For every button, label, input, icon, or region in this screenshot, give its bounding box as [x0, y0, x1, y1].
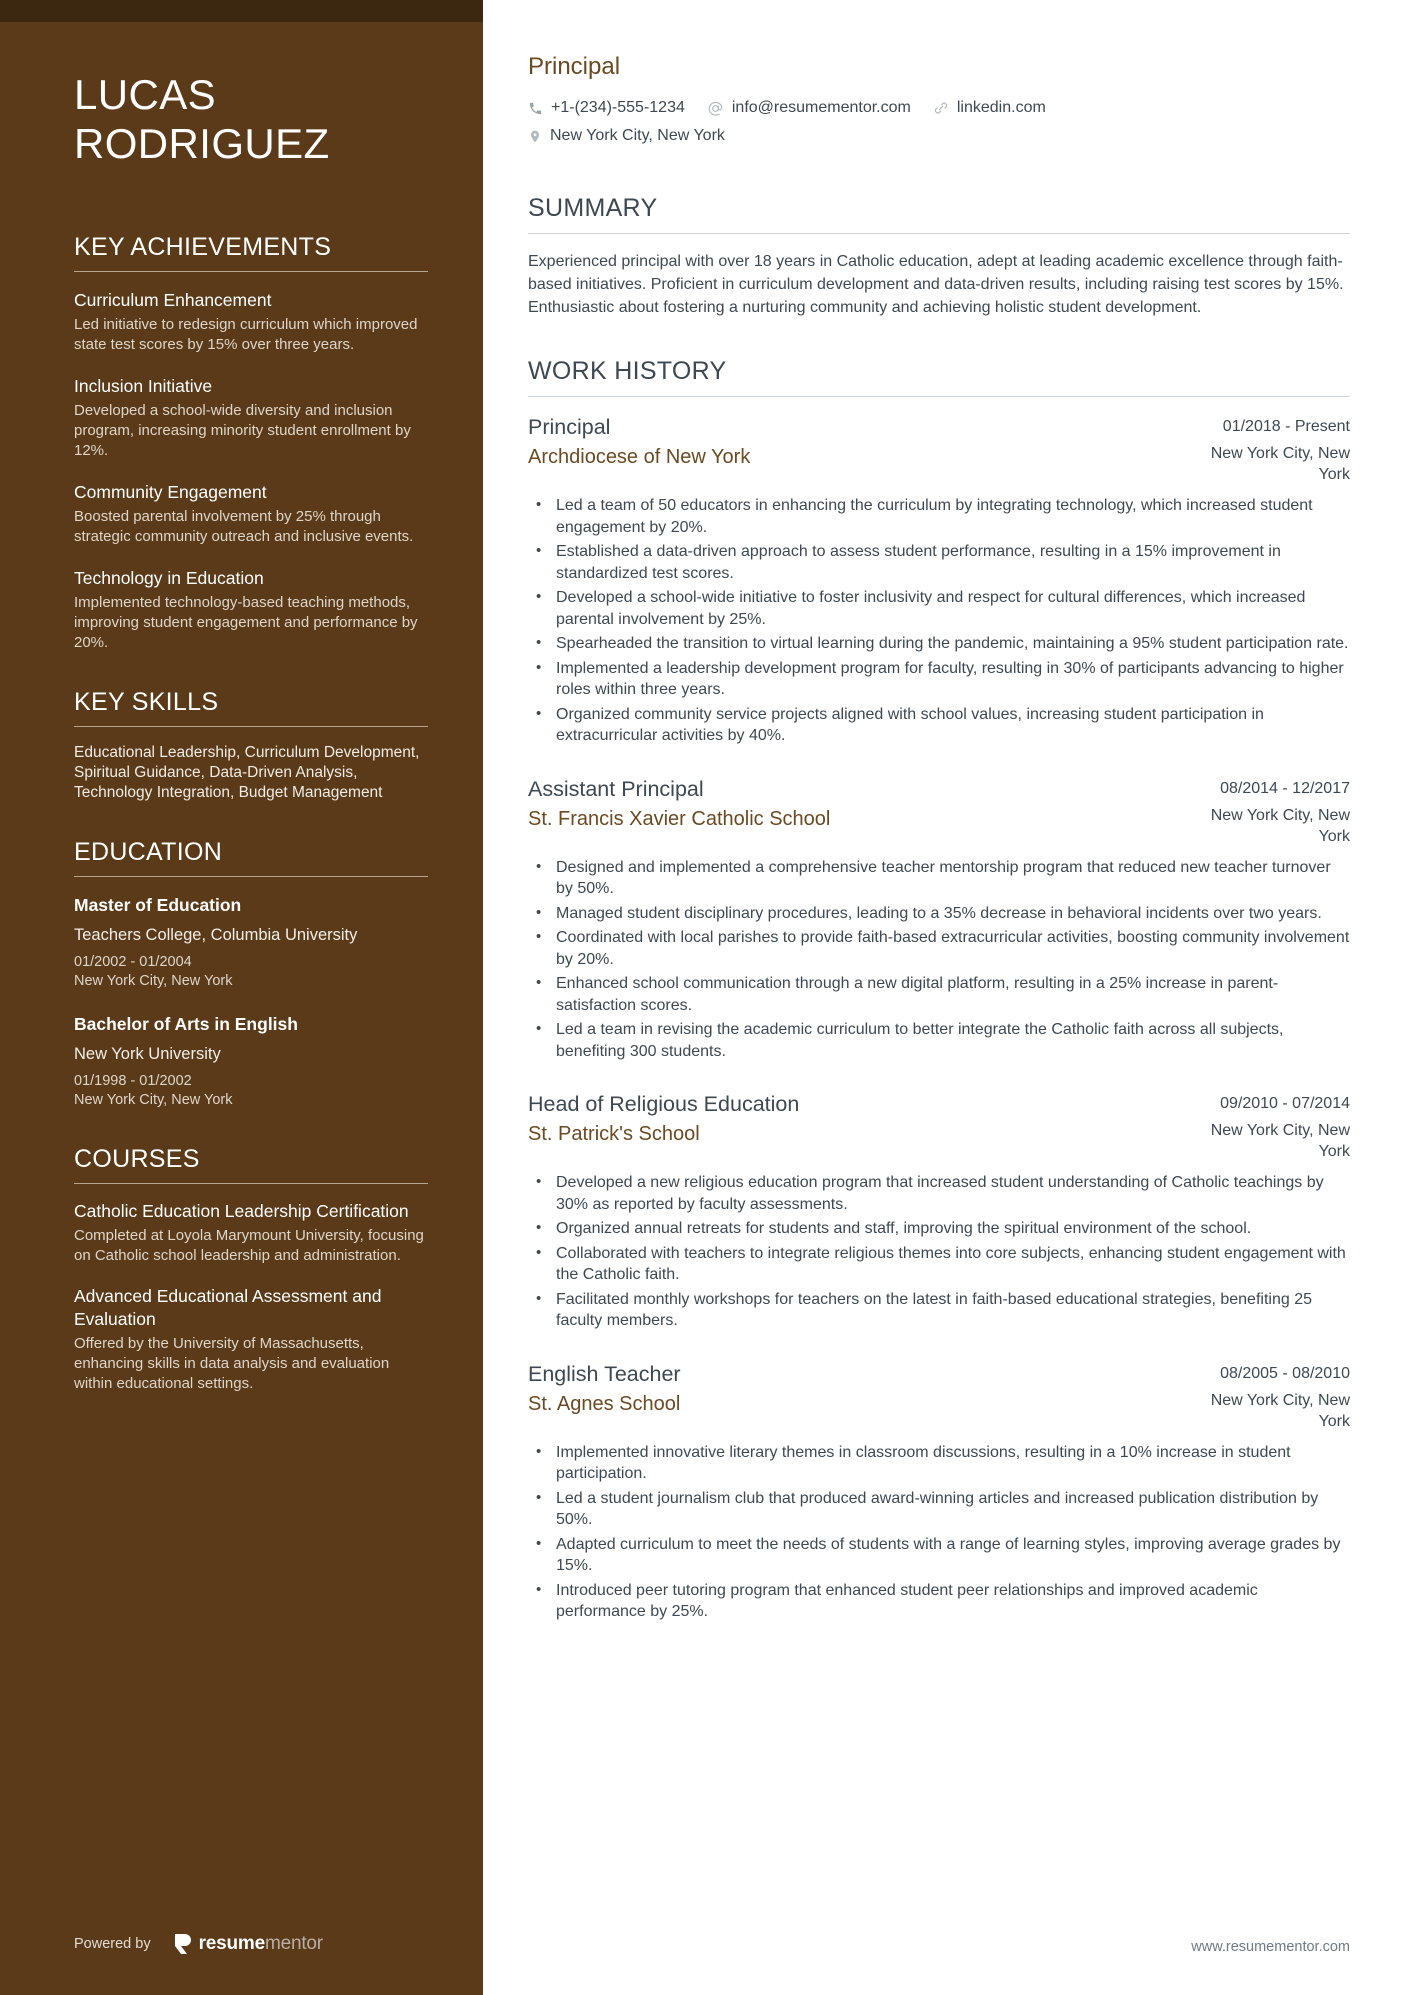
job-bullet: • Implemented a leadership development program for faculty, resulting in 30% of participants advancing to higher roles within three years.	[528, 658, 1350, 701]
job-bullet: • Led a student journalism club that produced award-winning articles and increased publication distribution by 50%.	[528, 1488, 1350, 1531]
achievement-item	[74, 374, 428, 461]
section-heading: WORK HISTORY	[528, 357, 727, 385]
contact-row-secondary	[528, 124, 1350, 148]
job-dates: 08/2005 - 08/2010	[1220, 1364, 1350, 1382]
work-history-entry	[528, 1360, 1350, 1623]
job-company: St. Patrick's School	[528, 1123, 700, 1145]
work-history-entry	[528, 1090, 1350, 1332]
section-summary	[528, 192, 1350, 319]
job-bullet: • Coordinated with local parishes to provide faith-based extracurricular activities, boosting community involvement by 20%.	[528, 927, 1350, 970]
link-icon	[933, 100, 949, 116]
section-work-history	[528, 355, 1350, 1623]
job-bullets	[528, 495, 1350, 747]
divider	[528, 396, 1350, 397]
education-dates: 01/1998 - 01/2002	[74, 1073, 192, 1089]
email-value: info@resumementor.com	[731, 99, 911, 116]
education-location: New York City, New York	[74, 1092, 233, 1108]
achievement-description: Boosted parental involvement by 25% through strategic community outreach and inclusive events.	[74, 508, 414, 545]
education-location: New York City, New York	[74, 973, 233, 989]
candidate-name	[74, 70, 428, 168]
section-key-achievements	[74, 232, 428, 653]
divider	[74, 726, 428, 727]
education-degree: Bachelor of Arts in English	[74, 1014, 298, 1034]
job-bullet: • Developed a new religious education program that increased student understanding of Catholic teachings by 30% as reported by faculty assessments.	[528, 1172, 1350, 1215]
education-school: Teachers College, Columbia University	[74, 926, 358, 944]
job-location: New York City, New York	[1210, 806, 1350, 845]
section-heading: KEY SKILLS	[74, 688, 219, 716]
footer-website-url: www.resumementor.com	[1191, 1939, 1350, 1955]
achievement-title: Community Engagement	[74, 482, 267, 502]
job-dates: 09/2010 - 07/2014	[1220, 1095, 1350, 1112]
section-heading: SUMMARY	[528, 194, 658, 222]
at-sign-icon	[707, 100, 724, 117]
divider	[528, 233, 1350, 234]
contact-location	[528, 124, 725, 148]
contact-details	[528, 96, 1350, 148]
sidebar	[0, 0, 483, 1995]
sidebar-footer	[74, 1933, 323, 1955]
job-title: Principal	[528, 415, 611, 439]
job-bullet: • Managed student disciplinary procedures, leading to a 35% decrease in behavioral incidents over two years.	[528, 903, 1350, 925]
section-heading: EDUCATION	[74, 838, 223, 866]
course-title: Advanced Educational Assessment and Evaluation	[74, 1286, 382, 1329]
achievement-title: Technology in Education	[74, 568, 264, 588]
job-title: Head of Religious Education	[528, 1092, 800, 1116]
job-bullets	[528, 1442, 1350, 1623]
summary-text: Experienced principal with over 18 years in Catholic education, adept at leading academic excellence through faith-based initiatives. Proficient in curriculum development and data-driven results, including raising test scores by 15%. Enthusiastic about fostering a nurturing community and achieving holistic student development.	[528, 253, 1344, 316]
job-title: Assistant Principal	[528, 776, 704, 801]
job-bullet: • Adapted curriculum to meet the needs of students with a range of learning styles, improving average grades by 15%.	[528, 1534, 1350, 1577]
course-description: Completed at Loyola Marymount University, focusing on Catholic school leadership and administration.	[74, 1227, 424, 1264]
job-bullet: • Collaborated with teachers to integrate religious themes into core subjects, enhancing student engagement with the Catholic faith.	[528, 1243, 1350, 1286]
job-location: New York City, New York	[1210, 1122, 1350, 1160]
logo-bold-part: resume	[198, 1933, 265, 1954]
job-bullet: • Established a data-driven approach to assess student performance, resulting in a 15% improvement in standardized test scores.	[528, 541, 1350, 584]
job-title: English Teacher	[528, 1361, 681, 1386]
divider	[74, 271, 428, 272]
job-bullet: • Developed a school-wide initiative to foster inclusivity and respect for cultural differences, which increased parental involvement by 25%.	[528, 587, 1350, 630]
achievement-title: Curriculum Enhancement	[74, 290, 272, 310]
work-history-entry	[528, 413, 1350, 747]
job-dates: 01/2018 - Present	[1222, 418, 1350, 435]
achievement-title: Inclusion Initiative	[74, 376, 213, 396]
website-value: linkedin.com	[956, 99, 1046, 116]
sidebar-top-strip	[0, 0, 483, 22]
job-bullets	[528, 1172, 1350, 1332]
education-item	[74, 1012, 428, 1110]
achievement-description: Developed a school-wide diversity and inclusion program, increasing minority student enrollment by 12%.	[74, 402, 411, 459]
job-company: St. Agnes School	[528, 1392, 681, 1415]
skills-list: Educational Leadership, Curriculum Development, Spiritual Guidance, Data-Driven Analysis, Technology Integration, Budget Management	[74, 744, 420, 801]
contact-website[interactable]	[933, 96, 1046, 120]
achievement-description: Implemented technology-based teaching methods, improving student engagement and performance by 20%.	[74, 594, 418, 651]
main-content	[483, 0, 1410, 1995]
divider	[74, 876, 428, 877]
section-heading: KEY ACHIEVEMENTS	[74, 233, 332, 261]
achievement-item	[74, 566, 428, 653]
job-company: Archdiocese of New York	[528, 446, 751, 468]
resumementor-logo	[173, 1933, 323, 1955]
contact-row-primary	[528, 96, 1350, 120]
education-degree: Master of Education	[74, 895, 242, 915]
resumementor-mark-icon	[173, 1933, 193, 1955]
phone-icon	[528, 101, 543, 116]
job-company: St. Francis Xavier Catholic School	[528, 807, 831, 830]
job-bullet: • Facilitated monthly workshops for teachers on the latest in faith-based educational strategies, benefiting 25 faculty members.	[528, 1289, 1350, 1332]
job-bullet: • Led a team of 50 educators in enhancing the curriculum by integrating technology, which increased student engagement by 20%.	[528, 495, 1350, 538]
job-bullet: • Organized annual retreats for students and staff, improving the spiritual environment of the school.	[528, 1218, 1350, 1240]
education-item	[74, 893, 428, 991]
section-key-skills	[74, 687, 428, 803]
job-dates: 08/2014 - 12/2017	[1220, 779, 1350, 797]
course-description: Offered by the University of Massachusetts, enhancing skills in data analysis and evaluation within educational settings.	[74, 1335, 390, 1392]
job-location: New York City, New York	[1210, 1391, 1350, 1430]
contact-email[interactable]	[707, 96, 911, 120]
achievement-item	[74, 288, 428, 355]
location-value: New York City, New York	[550, 127, 725, 144]
phone-value: +1-(234)-555-1234	[551, 99, 685, 116]
education-dates: 01/2002 - 01/2004	[74, 954, 192, 970]
course-item	[74, 1285, 428, 1394]
job-bullet: • Designed and implemented a comprehensive teacher mentorship program that reduced new teacher turnover by 50%.	[528, 857, 1350, 900]
job-bullet: • Spearheaded the transition to virtual learning during the pandemic, maintaining a 95% student participation rate.	[528, 633, 1350, 655]
job-bullet: • Organized community service projects aligned with school values, increasing student participation in extracurricular activities by 40%.	[528, 704, 1350, 747]
job-bullet: • Enhanced school communication through a new digital platform, resulting in a 25% increase in parent-satisfaction scores.	[528, 973, 1350, 1016]
name-line-last: RODRIGUEZ	[74, 120, 330, 167]
divider	[74, 1183, 428, 1184]
course-title: Catholic Education Leadership Certification	[74, 1201, 409, 1221]
achievement-item	[74, 480, 428, 547]
logo-light-part: mentor	[264, 1933, 323, 1954]
achievement-description: Led initiative to redesign curriculum which improved state test scores by 15% over three years.	[74, 316, 418, 353]
headline-role: Principal	[528, 53, 621, 80]
job-bullet: • Implemented innovative literary themes in classroom discussions, resulting in a 10% increase in student participation.	[528, 1442, 1350, 1485]
education-school: New York University	[74, 1045, 221, 1063]
section-education	[74, 837, 428, 1110]
powered-by-label: Powered by	[74, 1936, 151, 1952]
job-bullet: • Introduced peer tutoring program that enhanced student peer relationships and improved academic performance by 25%.	[528, 1580, 1350, 1623]
job-bullet: • Led a team in revising the academic curriculum to better integrate the Catholic faith across all subjects, benefiting 300 students.	[528, 1019, 1350, 1062]
section-heading: COURSES	[74, 1145, 200, 1173]
course-item	[74, 1200, 428, 1266]
work-history-entry	[528, 775, 1350, 1063]
section-courses	[74, 1144, 428, 1394]
job-bullets	[528, 857, 1350, 1063]
contact-phone[interactable]	[528, 96, 685, 120]
resumementor-wordmark	[199, 1933, 323, 1955]
name-line-first: LUCAS	[74, 71, 217, 118]
job-location: New York City, New York	[1210, 445, 1350, 483]
location-pin-icon	[528, 128, 542, 145]
